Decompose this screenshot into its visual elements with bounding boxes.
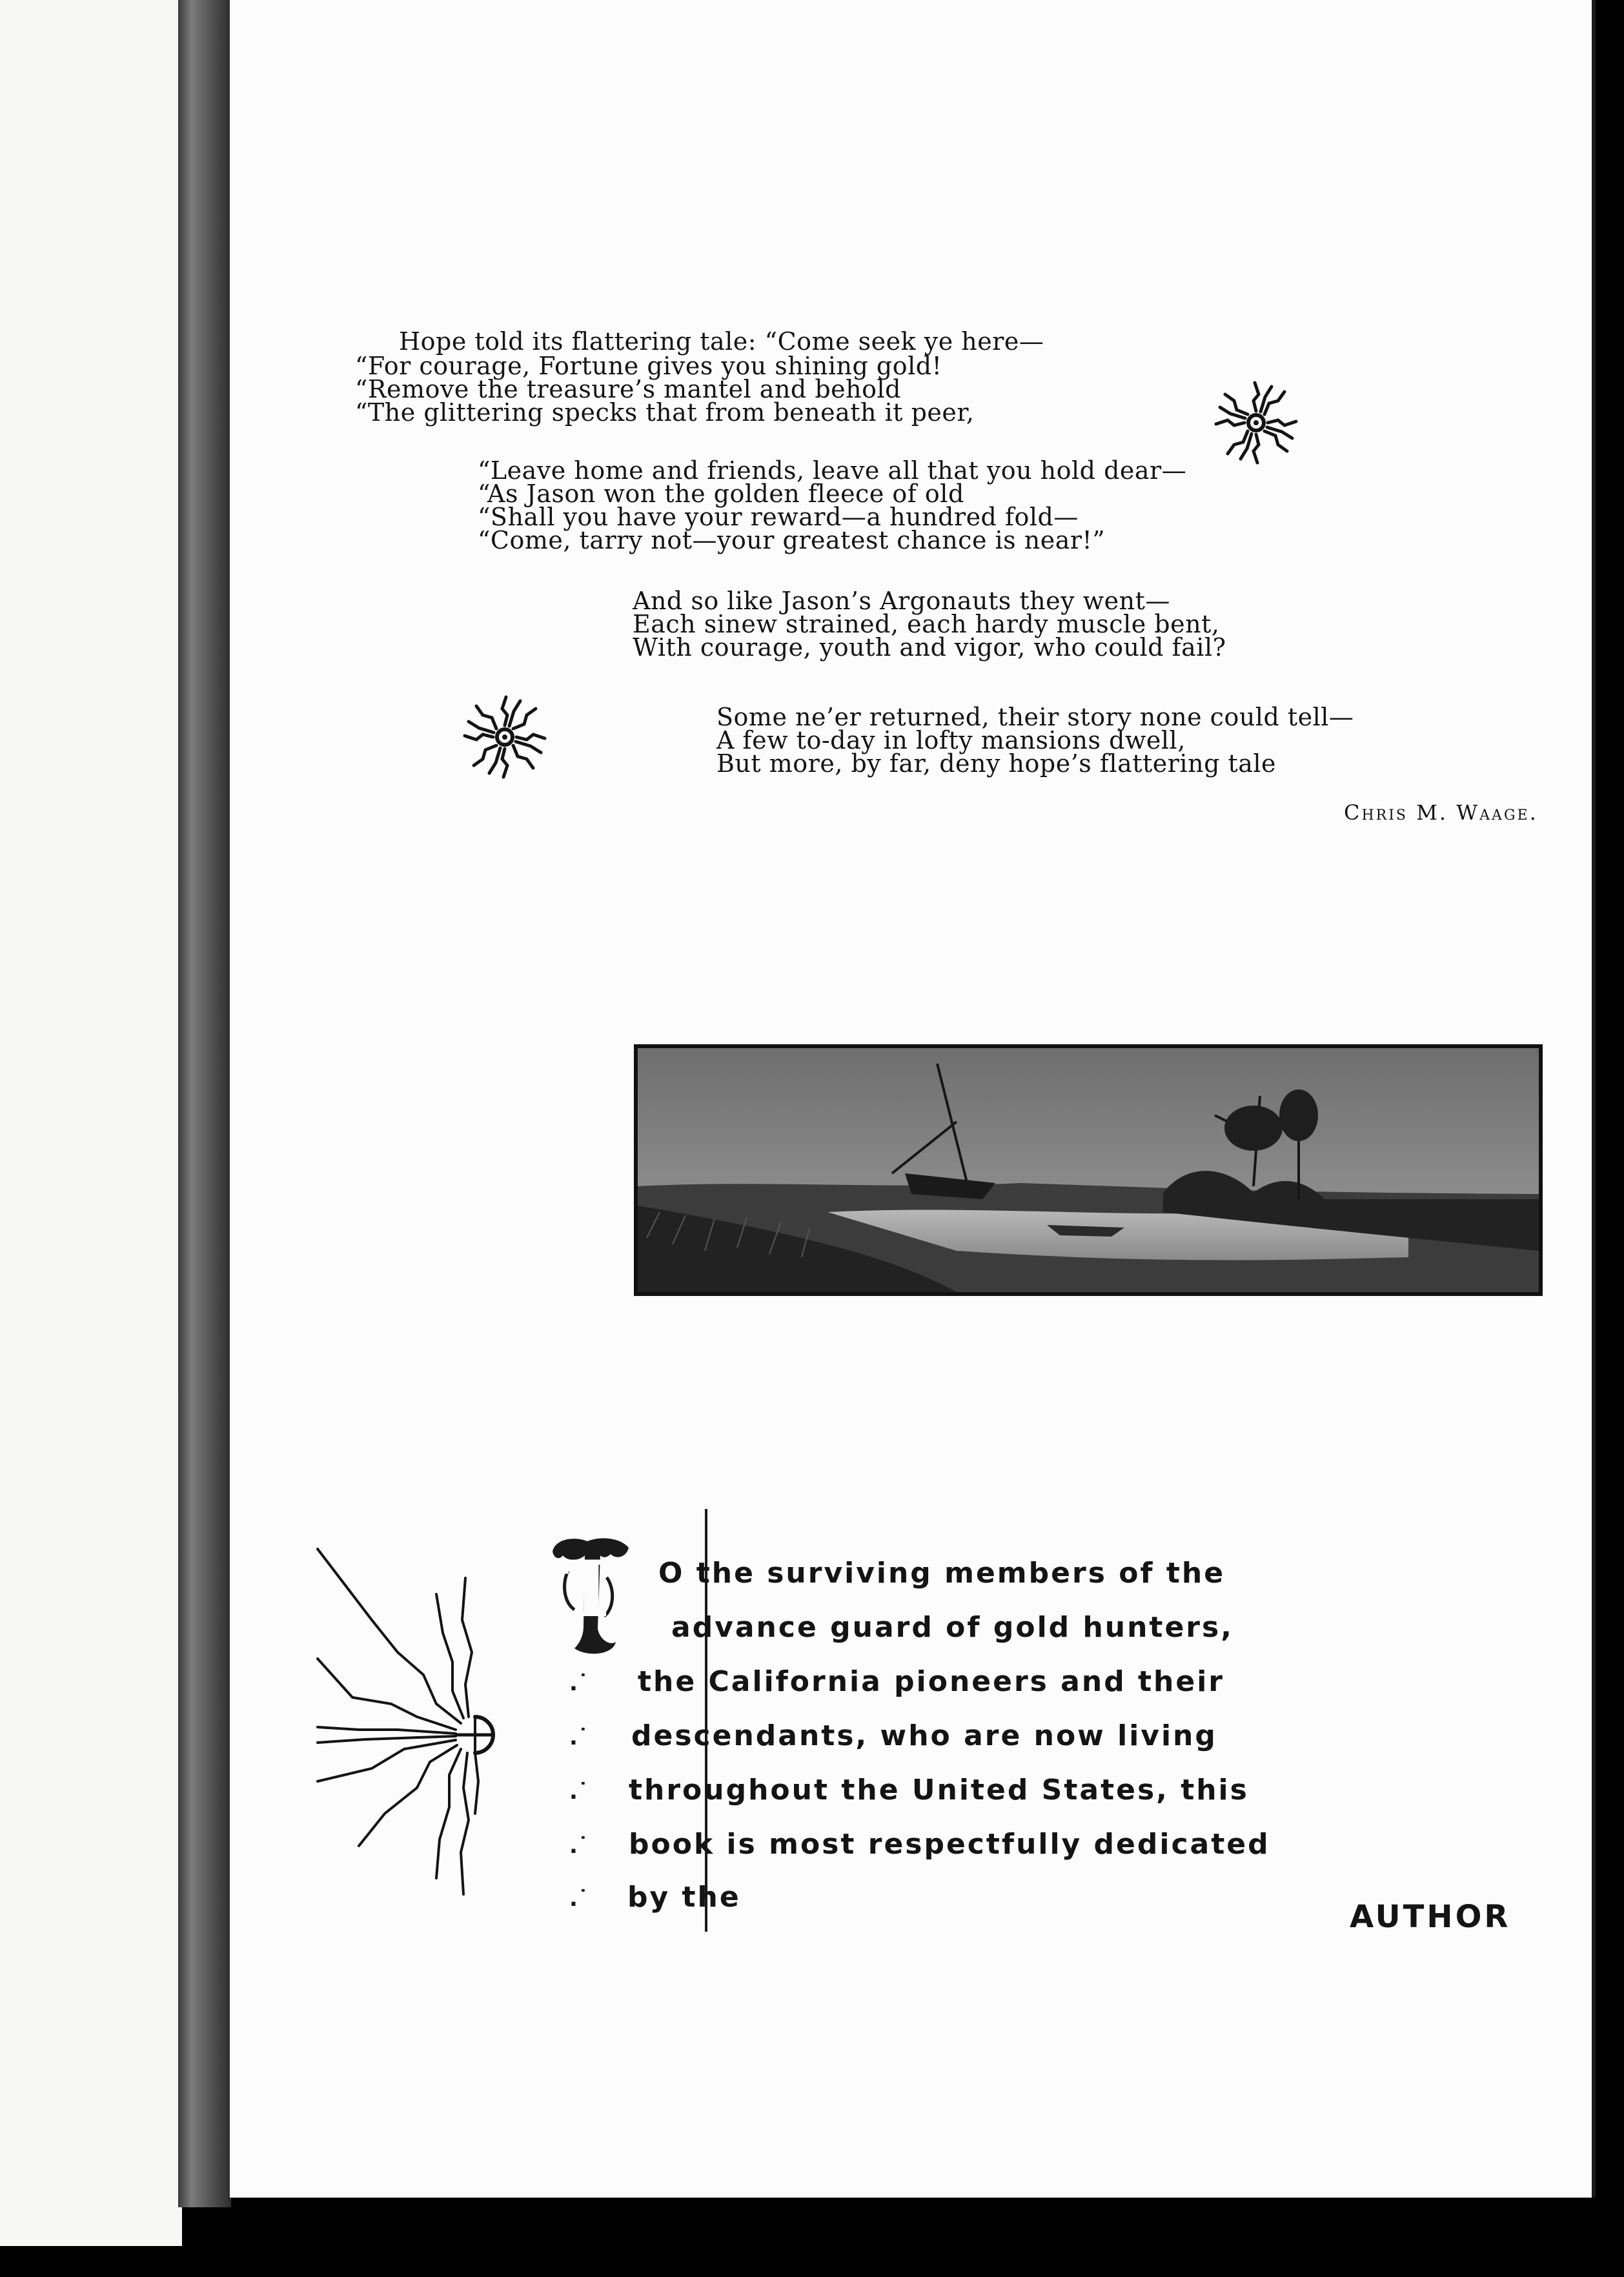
poem-line: Some ne’er returned, their story none could tell—: [716, 703, 1354, 731]
poem-line: “Shall you have your reward—a hundred fold—: [478, 503, 1079, 531]
left-page: [0, 0, 182, 2246]
dedication-line: descendants, who are now living: [631, 1719, 1217, 1752]
dedication-line: by the: [627, 1881, 741, 1914]
poem-line: But more, by far, deny hope’s flattering tale: [716, 749, 1277, 778]
sun-rays-ornament-icon: [314, 1543, 507, 1904]
bullet-ornament: .˙: [569, 1670, 589, 1696]
poem-line: A few to-day in lofty mansions dwell,: [716, 726, 1186, 754]
sun-ornament-icon: [1211, 378, 1301, 468]
bullet-ornament: .˙: [569, 1725, 589, 1750]
book-spine: [178, 0, 231, 2207]
poem-line: “As Jason won the golden fleece of old: [478, 480, 964, 508]
author-signature: AUTHOR: [1350, 1899, 1511, 1935]
poem-line: Each sinew strained, each hardy muscle bent,: [633, 610, 1220, 638]
bullet-ornament: .˙: [569, 1833, 589, 1859]
poem-attribution: Chris M. Waage.: [1344, 800, 1538, 825]
poem-line: “Remove the treasure’s mantel and behold: [355, 375, 901, 403]
bullet-ornament: .˙: [569, 1779, 589, 1805]
decorative-initial-t: [549, 1532, 634, 1661]
dedication-line: the California pioneers and their: [638, 1665, 1224, 1698]
dedication-line: book is most respectfully dedicated: [629, 1828, 1270, 1861]
poem-line: “Come, tarry not—your greatest chance is near!”: [478, 526, 1106, 554]
initial-letter: T: [562, 1544, 620, 1635]
poem-line: Hope told its flattering tale: “Come seek ye here—: [399, 327, 1044, 356]
sun-ornament-icon: [460, 692, 550, 782]
poem-line: And so like Jason’s Argonauts they went—: [633, 587, 1170, 615]
poem-line: With courage, youth and vigor, who could fail?: [633, 633, 1226, 662]
poem-line: “The glittering specks that from beneath it peer,: [355, 398, 975, 427]
dedication-line: throughout the United States, this: [629, 1774, 1249, 1806]
landscape-engraving: [634, 1044, 1543, 1296]
bullet-ornament: .˙: [569, 1886, 589, 1912]
poem-line: “Leave home and friends, leave all that you hold dear—: [478, 456, 1187, 485]
dedication-line: advance guard of gold hunters,: [671, 1611, 1233, 1644]
poem-line: “For courage, Fortune gives you shining gold!: [355, 352, 942, 380]
dedication-line: O the surviving members of the: [658, 1557, 1226, 1590]
page: [230, 0, 1596, 2198]
